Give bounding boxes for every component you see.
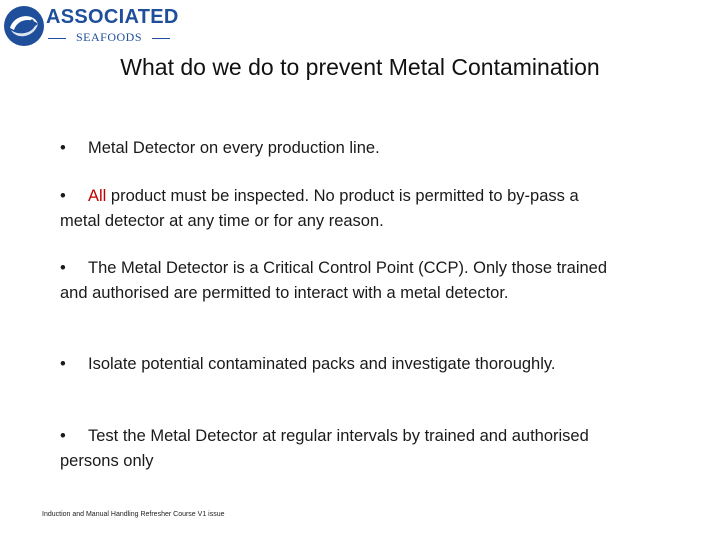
logo-rule-right <box>152 38 170 39</box>
bullet-item-3 <box>60 256 620 305</box>
bullet-item-1 <box>60 136 620 161</box>
bullet-text: The Metal Detector is a Critical Control Point (CCP). Only those trained and authorised are permitted to interact with a metal detector. <box>60 259 608 302</box>
bullet-marker: • <box>60 259 66 277</box>
slide-title: What do we do to prevent Metal Contamination <box>120 54 600 80</box>
bullet-marker: • <box>60 427 66 445</box>
bullet-marker: • <box>60 355 66 373</box>
bullet-marker: • <box>60 139 66 157</box>
bullet-emphasis: All <box>88 187 107 205</box>
bullet-item-5 <box>60 424 620 473</box>
bullet-item-4 <box>60 352 648 377</box>
bullet-text: Test the Metal Detector at regular intervals by trained and authorised persons only <box>60 427 589 470</box>
bullet-marker: • <box>60 187 66 205</box>
bullet-text: Metal Detector on every production line. <box>88 139 380 157</box>
bullet-item-2 <box>60 184 620 233</box>
fish-swirl-logo-icon <box>2 4 46 48</box>
logo-rule-left <box>48 38 66 39</box>
logo-subtitle-text: SEAFOODS <box>75 30 142 44</box>
slide-footer: Induction and Manual Handling Refresher Course V1 issue <box>42 511 225 518</box>
logo-subtitle <box>48 30 170 46</box>
bullet-text: Isolate potential contaminated packs and investigate thoroughly. <box>88 355 556 373</box>
company-logo <box>2 4 179 52</box>
bullet-text: product must be inspected. No product is permitted to by-pass a metal detector at any time or for any reason. <box>60 187 579 230</box>
logo-brand-name: ASSOCIATED <box>46 6 179 28</box>
